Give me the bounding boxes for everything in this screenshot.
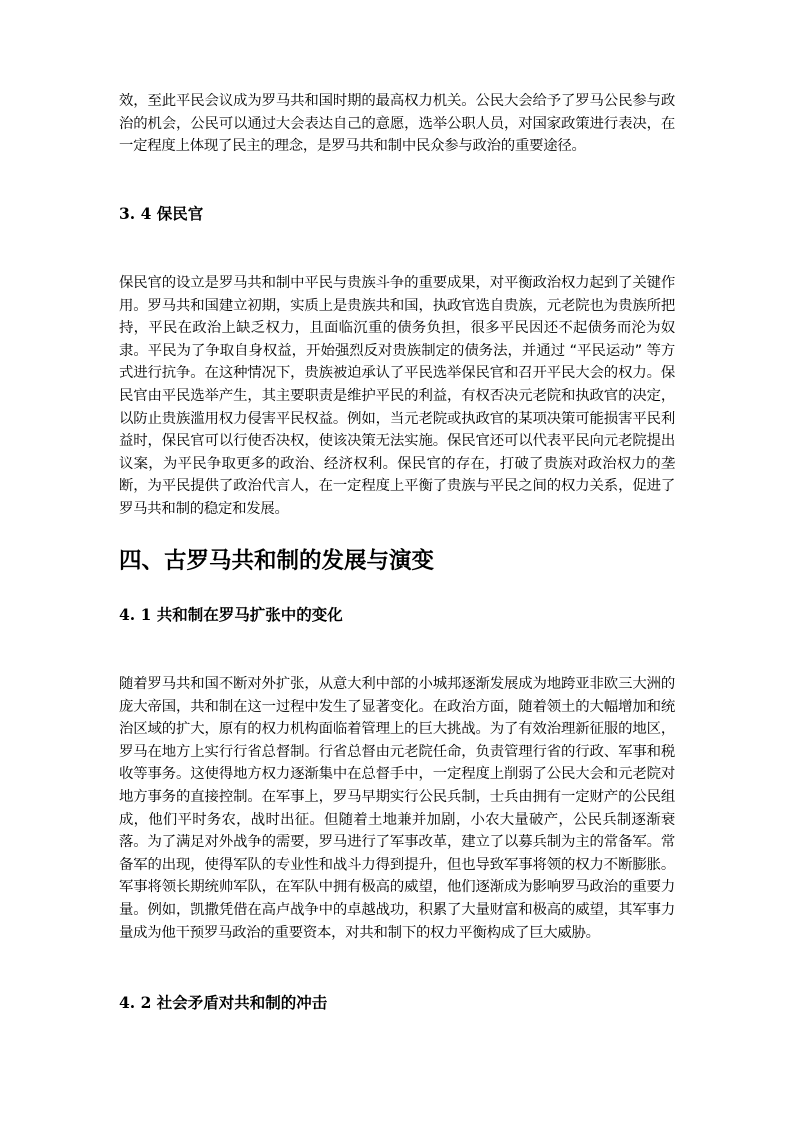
paragraph-text: 随着罗马共和国不断对外扩张，从意大利中部的小城邦逐渐发展成为地跨亚非欧三大洲的庞大帝国，共和制在这一过程中发生了显著变化。在政治方面，随着领土的大幅增加和统治区域的扩大，原有的权力机构面临着管理上的巨大挑战。为了有效治理新征服的地区，罗马在地方上实行行省总督制。行省总督由元老院任命，负责管理行省的行政、军事和税收等事务。这使得地方权力逐渐集中在总督手中，一定程度上削弱了公民大会和元老院对地方事务的直接控制。在军事上，罗马早期实行公民兵制，士兵由拥有一定财产的公民组成，他们平时务农，战时出征。但随着土地兼并加剧，小农大量破产，公民兵制逐渐衰落。为了满足对外战争的需要，罗马进行了军事改革，建立了以募兵制为主的常备军。常备军的出现，使得军队的专业性和战斗力得到提升，但也导致军事将领的权力不断膨胀。军事将领长期统帅军队，在军队中拥有极高的威望，他们逐渐成为影响罗马政治的重要力量。例如，凯撒凭借在高卢战争中的卓越战功，积累了大量财富和极高的威望，其军事力量成为他干预罗马政治的重要资本，对共和制下的权力平衡构成了巨大威胁。 — [119, 676, 675, 941]
paragraph-assembly-summary — [119, 90, 675, 158]
paragraph-text: 保民官的设立是罗马共和制中平民与贵族斗争的重要成果，对平衡政治权力起到了关键作用。罗马共和国建立初期，实质上是贵族共和国，执政官选自贵族，元老院也为贵族所把持，平民在政治上缺乏权力，且面临沉重的债务负担，很多平民因还不起债务而沦为奴隶。平民为了争取自身权益，开始强烈反对贵族制定的债务法，并通过 “平民运动” 等方式进行抗争。在这种情况下，贵族被迫承认了平民选举保民官和召开平民大会的权力。保民官由平民选举产生，其主要职责是维护平民的利益，有权否决元老院和执政官的决定，以防止贵族滥用权力侵害平民权益。例如，当元老院或执政官的某项决策可能损害平民利益时，保民官可以行使否决权，使该决策无法实施。保民官还可以代表平民向元老院提出议案，为平民争取更多的政治、经济权利。保民官的存在，打破了贵族对政治权力的垄断，为平民提供了政治代言人，在一定程度上平衡了贵族与平民之间的权力关系，促进了罗马共和制的稳定和发展。 — [119, 275, 675, 517]
paragraph-tribune — [119, 272, 675, 521]
section-heading-4-1 — [119, 604, 675, 626]
heading-text: 4. 1 共和制在罗马扩张中的变化 — [119, 605, 343, 624]
heading-text: 3. 4 保民官 — [119, 204, 204, 223]
section-heading-4-2 — [119, 992, 675, 1014]
chapter-heading-4 — [119, 546, 675, 576]
heading-text: 四、古罗马共和制的发展与演变 — [119, 548, 435, 574]
paragraph-expansion — [119, 673, 675, 944]
section-heading-3-4 — [119, 203, 675, 225]
heading-text: 4. 2 社会矛盾对共和制的冲击 — [119, 993, 328, 1012]
paragraph-text: 效，至此平民会议成为罗马共和国时期的最高权力机关。公民大会给予了罗马公民参与政治的机会，公民可以通过大会表达自己的意愿，选举公职人员，对国家政策进行表决，在一定程度上体现了民主的理念，是罗马共和制中民众参与政治的重要途径。 — [119, 93, 675, 155]
